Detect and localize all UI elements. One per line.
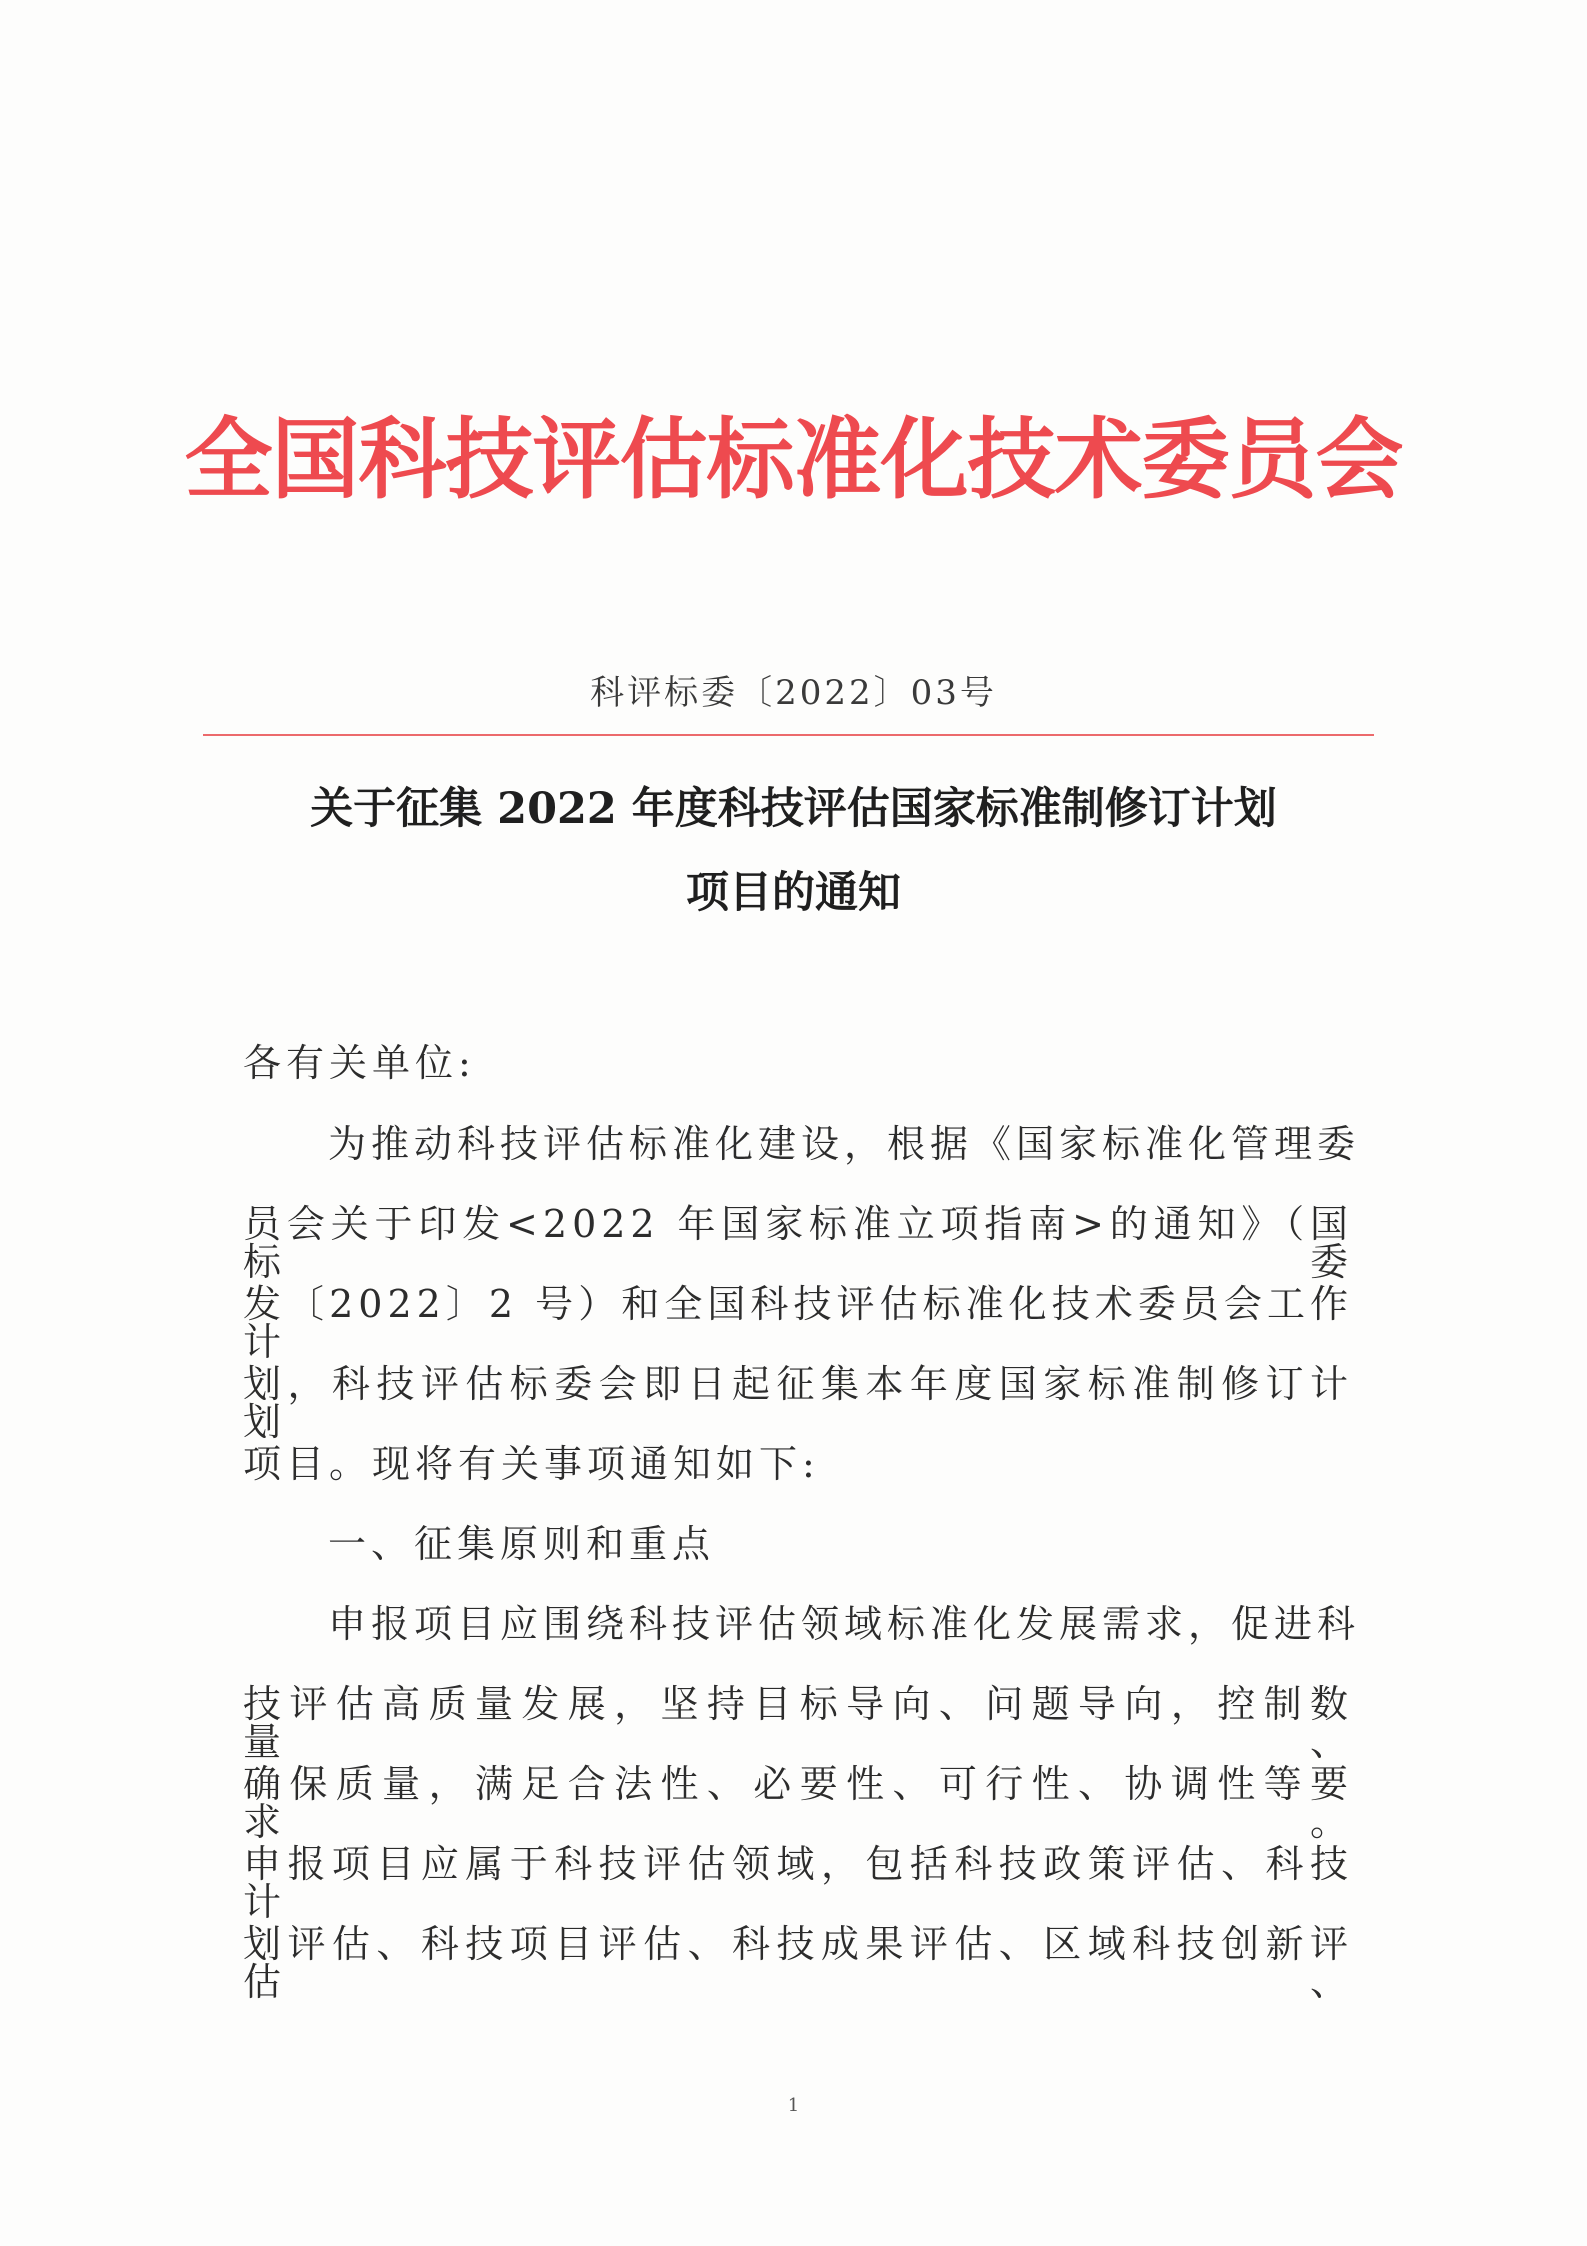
paragraph-1-line: 员会关于印发<2022 年国家标准立项指南>的通知》（国标委 — [243, 1202, 1353, 1284]
paragraph-2-line: 确保质量，满足合法性、必要性、可行性、协调性等要求。 — [243, 1762, 1353, 1844]
paragraph-1-line: 为推动科技评估标准化建设，根据《国家标准化管理委 — [328, 1122, 1361, 1166]
document-number: 科评标委〔2022〕03号 — [590, 673, 997, 713]
red-divider-line — [203, 734, 1374, 736]
document-title-line-2: 项目的通知 — [686, 868, 901, 918]
paragraph-2-line: 技评估高质量发展，坚持目标导向、问题导向，控制数量、 — [243, 1682, 1353, 1764]
page-number: 1 — [787, 2095, 800, 2116]
issuer-masthead: 全国科技评估标准化技术委员会 — [184, 407, 1403, 511]
paragraph-1-line: 发〔2022〕2 号）和全国科技评估标准化技术委员会工作计 — [243, 1282, 1353, 1364]
paragraph-1-line: 划，科技评估标委会即日起征集本年度国家标准制修订计划 — [243, 1362, 1353, 1444]
section-1-heading: 一、征集原则和重点 — [328, 1522, 716, 1566]
paragraph-2-line: 申报项目应属于科技评估领域，包括科技政策评估、科技计 — [243, 1842, 1353, 1924]
document-title-line-1: 关于征集 2022 年度科技评估国家标准制修订计划 — [310, 784, 1277, 834]
paragraph-2-line: 划评估、科技项目评估、科技成果评估、区域科技创新评估、 — [243, 1922, 1353, 2004]
salutation: 各有关单位: — [243, 1041, 476, 1085]
paragraph-1-line: 项目。现将有关事项通知如下: — [243, 1442, 820, 1486]
paragraph-2-line: 申报项目应围绕科技评估领域标准化发展需求，促进科 — [328, 1602, 1361, 1646]
